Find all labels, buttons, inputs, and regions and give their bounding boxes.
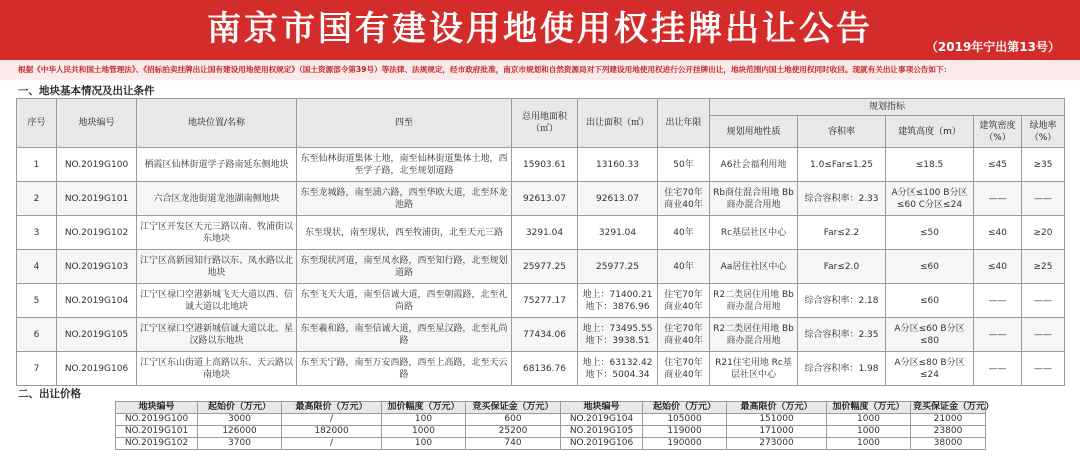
cell-transfer-area: 92613.07 xyxy=(578,182,658,216)
price-cell: 190000 xyxy=(643,438,727,450)
cell-green: —— xyxy=(1022,182,1065,216)
cell-bounds: 东至羲和路，南至信诚大道，西至星汉路，北至礼尚路 xyxy=(297,318,512,352)
price-cell: 3000 xyxy=(198,414,282,426)
price-table xyxy=(115,401,995,450)
price-header-start: 起始价（万元） xyxy=(643,402,727,414)
cell-bounds: 东至龙城路，南至浦六路，西至华欧大道，北至环龙池路 xyxy=(297,182,512,216)
cell-location: 江宁区禄口空港新城信诚大道以北、星汉路以东地块 xyxy=(137,318,297,352)
section-title-basic-info: 一、地块基本情况及出让条件 xyxy=(18,85,155,97)
price-cell: / xyxy=(282,438,382,450)
cell-code: NO.2019G102 xyxy=(57,216,137,250)
cell-green: ≥25 xyxy=(1022,250,1065,284)
price-cell: / xyxy=(282,414,382,426)
cell-total-area: 15903.61 xyxy=(512,148,578,182)
price-cell: 1000 xyxy=(827,438,911,450)
cell-code: NO.2019G100 xyxy=(57,148,137,182)
cell-transfer-area: 地上：73495.55 地下：3938.51 xyxy=(578,318,658,352)
cell-far: Far≤2.0 xyxy=(798,250,886,284)
price-cell: 182000 xyxy=(282,426,382,438)
price-cell: NO.2019G100 xyxy=(116,414,198,426)
cell-transfer-area: 25977.25 xyxy=(578,250,658,284)
cell-seq: 7 xyxy=(17,352,57,386)
announcement-title: 南京市国有建设用地使用权挂牌出让公告 xyxy=(207,9,873,49)
price-header-start: 起始价（万元） xyxy=(198,402,282,414)
price-cell: 23800 xyxy=(911,426,986,438)
table-row xyxy=(116,414,986,426)
section-title-price: 二、出让价格 xyxy=(18,388,81,400)
cell-code: NO.2019G106 xyxy=(57,352,137,386)
cell-location: 江宁区东山街道上高路以东、天云路以南地块 xyxy=(137,352,297,386)
cell-location: 江宁区禄口空港新城飞天大道以西、信诚大道以北地块 xyxy=(137,284,297,318)
price-cell: 105000 xyxy=(643,414,727,426)
price-cell: 1000 xyxy=(382,426,466,438)
cell-far: 综合容积率：2.18 xyxy=(798,284,886,318)
cell-height: A分区≤100 B分区≤60 C分区≤24 xyxy=(886,182,974,216)
cell-location: 六合区龙池街道龙池湖南侧地块 xyxy=(137,182,297,216)
header-total-area: 总用地面积（㎡） xyxy=(512,99,578,148)
cell-seq: 6 xyxy=(17,318,57,352)
cell-code: NO.2019G104 xyxy=(57,284,137,318)
header-transfer-area: 出让面积（㎡） xyxy=(578,99,658,148)
cell-height: ≤60 xyxy=(886,250,974,284)
cell-total-area: 92613.07 xyxy=(512,182,578,216)
price-cell: NO.2019G101 xyxy=(116,426,198,438)
cell-far: 综合容积率：2.35 xyxy=(798,318,886,352)
table-row xyxy=(116,426,986,438)
cell-seq: 4 xyxy=(17,250,57,284)
cell-bounds: 东至飞天大道，南至信诚大道，西至朝霞路，北至礼尚路 xyxy=(297,284,512,318)
cell-nature: Rc基层社区中心 xyxy=(710,216,798,250)
cell-density: —— xyxy=(974,284,1022,318)
header-planning: 规划指标 xyxy=(710,99,1065,116)
cell-height: A分区≤80 B分区≤24 xyxy=(886,352,974,386)
cell-height: ≤60 xyxy=(886,284,974,318)
cell-far: 1.0≤Far≤1.25 xyxy=(798,148,886,182)
cell-height: ≤50 xyxy=(886,216,974,250)
header-seq: 序号 xyxy=(17,99,57,148)
table-row xyxy=(17,284,1065,318)
price-cell: 119000 xyxy=(643,426,727,438)
cell-code: NO.2019G103 xyxy=(57,250,137,284)
table-row xyxy=(17,216,1065,250)
price-cell: 100 xyxy=(382,438,466,450)
price-cell: 171000 xyxy=(727,426,827,438)
header-green: 绿地率（%） xyxy=(1022,116,1065,148)
price-cell: 600 xyxy=(466,414,561,426)
table-row xyxy=(17,318,1065,352)
cell-nature: R2二类居住用地 Bb商办混合用地 xyxy=(710,284,798,318)
cell-term: 50年 xyxy=(658,148,710,182)
intro-text: 根据《中华人民共和国土地管理法》、《招标拍卖挂牌出让国有建设用地使用权规定》（国土资源部令第39号）等法律、法规规定，经市政府批准，南京市规划和自然资源局对下列建设用地使用权进行公开挂牌出让，地块范围内国土地使用权同时收回。现就有关出让事项公告如下： xyxy=(0,60,1080,80)
cell-total-area: 3291.04 xyxy=(512,216,578,250)
price-cell: NO.2019G106 xyxy=(561,438,643,450)
cell-far: Far≤2.2 xyxy=(798,216,886,250)
header-location: 地块位置/名称 xyxy=(137,99,297,148)
cell-density: —— xyxy=(974,352,1022,386)
price-cell: 3700 xyxy=(198,438,282,450)
announcement-number: （2019年宁出第13号） xyxy=(925,40,1060,54)
price-cell: 273000 xyxy=(727,438,827,450)
cell-nature: Rb商住混合用地 Bb商办混合用地 xyxy=(710,182,798,216)
price-cell: 1000 xyxy=(827,414,911,426)
cell-density: —— xyxy=(974,182,1022,216)
header-far: 容积率 xyxy=(798,116,886,148)
cell-height: A分区≤60 B分区≤80 xyxy=(886,318,974,352)
announcement-banner xyxy=(0,0,1080,60)
price-header-code: 地块编号 xyxy=(116,402,198,414)
cell-density: ≤45 xyxy=(974,148,1022,182)
header-height: 建筑高度（m） xyxy=(886,116,974,148)
price-cell: 100 xyxy=(382,414,466,426)
header-nature: 规划用地性质 xyxy=(710,116,798,148)
cell-nature: R21住宅用地 Rc基层社区中心 xyxy=(710,352,798,386)
price-cell: NO.2019G102 xyxy=(116,438,198,450)
price-cell: NO.2019G105 xyxy=(561,426,643,438)
cell-transfer-area: 地上：71400.21 地下：3876.96 xyxy=(578,284,658,318)
price-cell: 38000 xyxy=(911,438,986,450)
cell-height: ≤18.5 xyxy=(886,148,974,182)
cell-total-area: 25977.25 xyxy=(512,250,578,284)
cell-green: —— xyxy=(1022,284,1065,318)
table-row xyxy=(17,250,1065,284)
cell-nature: Aa居住社区中心 xyxy=(710,250,798,284)
cell-seq: 3 xyxy=(17,216,57,250)
cell-green: —— xyxy=(1022,318,1065,352)
header-term: 出让年限 xyxy=(658,99,710,148)
table-row xyxy=(17,182,1065,216)
cell-seq: 2 xyxy=(17,182,57,216)
table-row xyxy=(17,352,1065,386)
cell-location: 江宁区开发区天元三路以南、牧浦街以东地块 xyxy=(137,216,297,250)
cell-bounds: 东至现状，南至现状，西至牧浦街，北至天元三路 xyxy=(297,216,512,250)
cell-bounds: 东至仙林街道集体土地，南至仙林街道集体土地，西至学子路，北至规划道路 xyxy=(297,148,512,182)
header-density: 建筑密度（%） xyxy=(974,116,1022,148)
table-row xyxy=(116,438,986,450)
price-header-max: 最高限价（万元） xyxy=(727,402,827,414)
cell-transfer-area: 3291.04 xyxy=(578,216,658,250)
cell-total-area: 77434.06 xyxy=(512,318,578,352)
cell-term: 住宅70年 商业40年 xyxy=(658,182,710,216)
price-header-increment: 加价幅度（万元） xyxy=(382,402,466,414)
cell-term: 住宅70年 商业40年 xyxy=(658,284,710,318)
cell-density: ≤40 xyxy=(974,216,1022,250)
cell-seq: 1 xyxy=(17,148,57,182)
price-header-max: 最高限价（万元） xyxy=(282,402,382,414)
cell-green: ≥35 xyxy=(1022,148,1065,182)
cell-term: 住宅70年 商业40年 xyxy=(658,352,710,386)
cell-term: 40年 xyxy=(658,250,710,284)
cell-far: 综合容积率：1.98 xyxy=(798,352,886,386)
cell-location: 江宁区高新园知行路以东、凤水路以北地块 xyxy=(137,250,297,284)
parcel-info-table xyxy=(16,98,1065,386)
cell-bounds: 东至现状河道，南至凤水路，西至知行路，北至规划道路 xyxy=(297,250,512,284)
header-code: 地块编号 xyxy=(57,99,137,148)
price-cell: 1000 xyxy=(827,426,911,438)
price-cell: 25200 xyxy=(466,426,561,438)
cell-bounds: 东至天宁路，南至万安西路，西至上高路，北至天云路 xyxy=(297,352,512,386)
cell-total-area: 68136.76 xyxy=(512,352,578,386)
cell-code: NO.2019G105 xyxy=(57,318,137,352)
cell-code: NO.2019G101 xyxy=(57,182,137,216)
cell-nature: R2二类居住用地 Bb商办混合用地 xyxy=(710,318,798,352)
cell-green: —— xyxy=(1022,352,1065,386)
cell-green: ≥20 xyxy=(1022,216,1065,250)
cell-term: 40年 xyxy=(658,216,710,250)
price-header-code: 地块编号 xyxy=(561,402,643,414)
price-header-deposit: 竞买保证金（万元） xyxy=(466,402,561,414)
price-header-increment: 加价幅度（万元） xyxy=(827,402,911,414)
price-cell: 21000 xyxy=(911,414,986,426)
cell-total-area: 75277.17 xyxy=(512,284,578,318)
cell-nature: A6社会福利用地 xyxy=(710,148,798,182)
price-cell: 740 xyxy=(466,438,561,450)
cell-transfer-area: 地上：63132.42 地下：5004.34 xyxy=(578,352,658,386)
cell-term: 住宅70年 商业40年 xyxy=(658,318,710,352)
price-cell: 151000 xyxy=(727,414,827,426)
price-header-deposit: 竞买保证金（万元） xyxy=(911,402,986,414)
cell-seq: 5 xyxy=(17,284,57,318)
cell-density: —— xyxy=(974,318,1022,352)
table-row xyxy=(17,148,1065,182)
cell-density: ≤40 xyxy=(974,250,1022,284)
header-bounds: 四至 xyxy=(297,99,512,148)
cell-transfer-area: 13160.33 xyxy=(578,148,658,182)
price-cell: 126000 xyxy=(198,426,282,438)
cell-far: 综合容积率：2.33 xyxy=(798,182,886,216)
price-cell: NO.2019G104 xyxy=(561,414,643,426)
cell-location: 栖霞区仙林街道学子路南延东侧地块 xyxy=(137,148,297,182)
